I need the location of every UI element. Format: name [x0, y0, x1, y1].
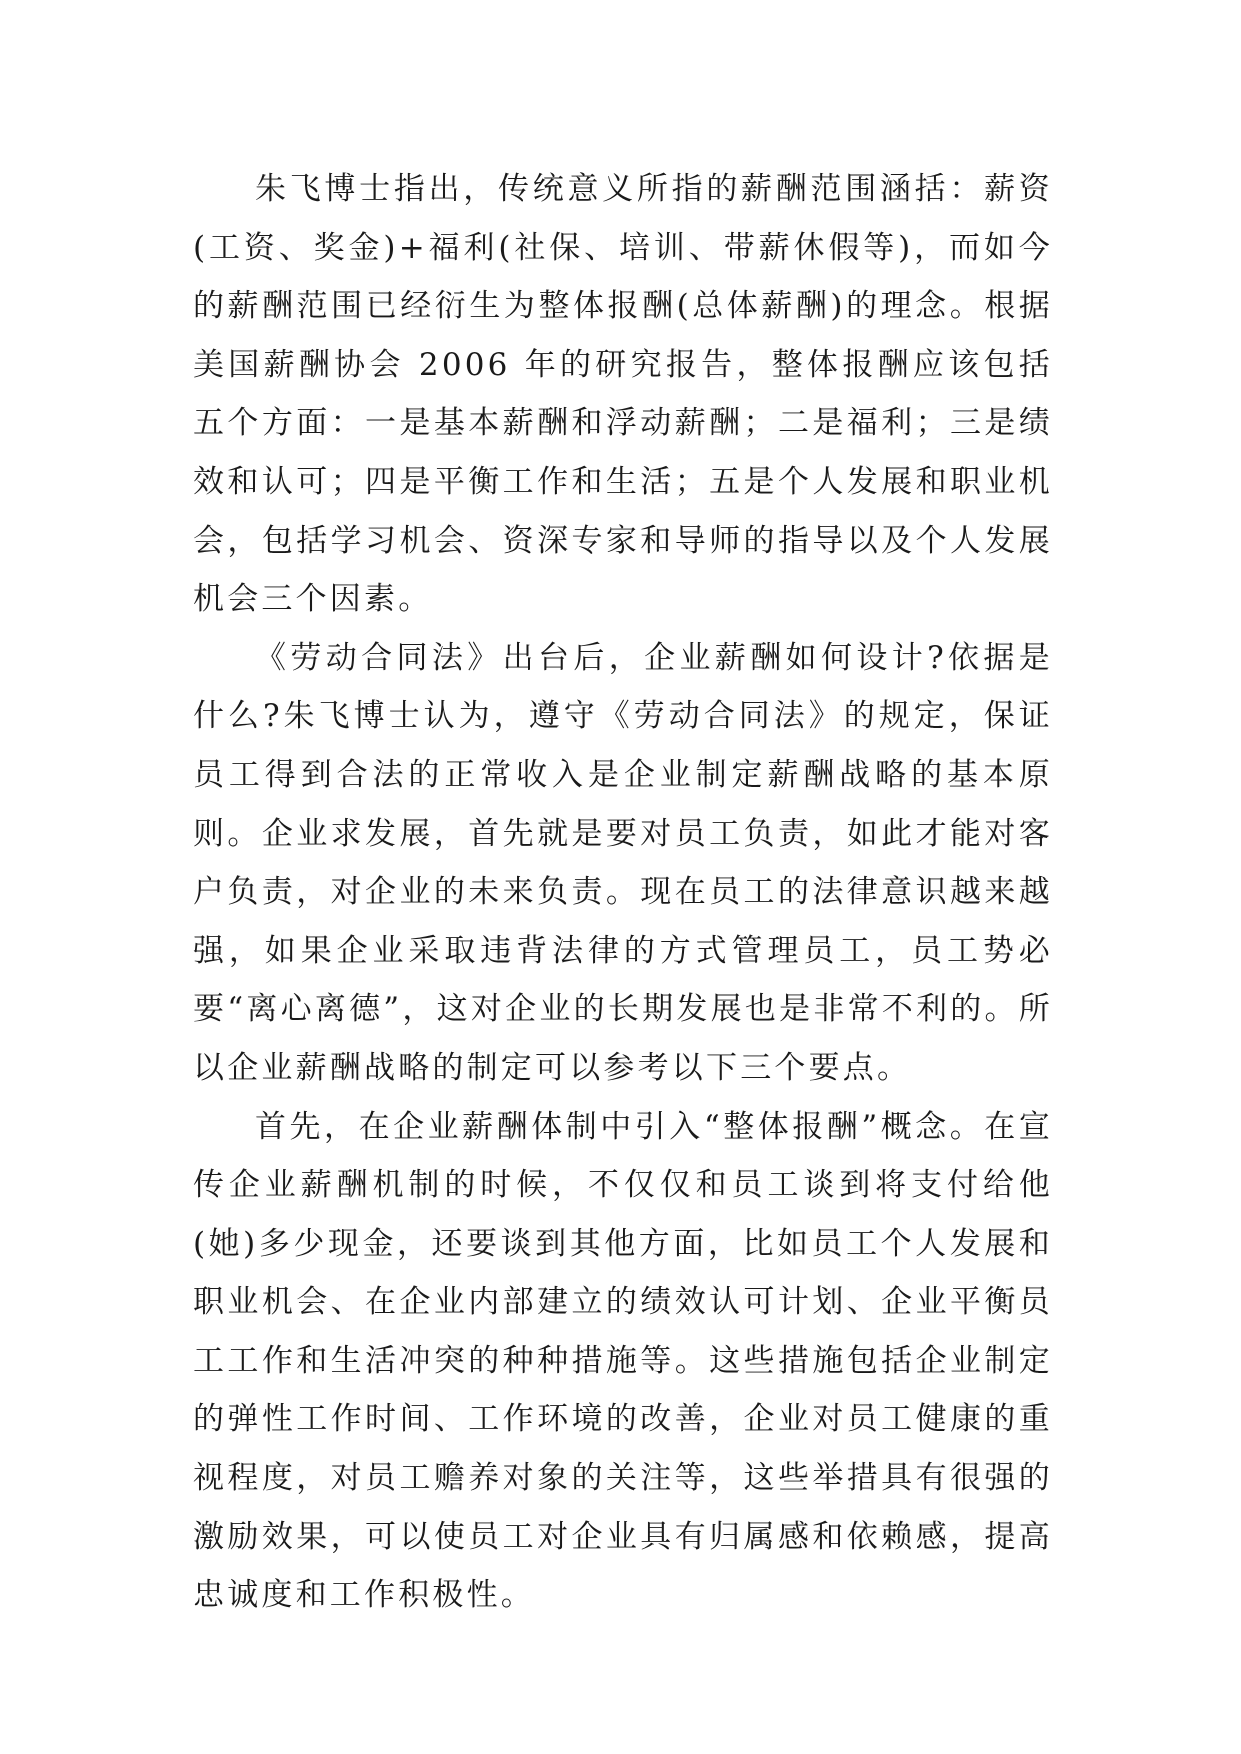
document-body — [193, 160, 1053, 1625]
paragraph-first-point: 首先，在企业薪酬体制中引入“整体报酬”概念。在宣传企业薪酬机制的时候，不仅仅和员工谈到将支付给他(她)多少现金，还要谈到其他方面，比如员工个人发展和职业机会、在企业内部建立的绩效认可计划、企业平衡员工工作和生活冲突的种种措施等。这些措施包括企业制定的弹性工作时间、工作环境的改善，企业对员工健康的重视程度，对员工赡养对象的关注等，这些举措具有很强的激励效果，可以使员工对企业具有归属感和依赖感，提高忠诚度和工作积极性。 — [193, 1108, 1053, 1614]
paragraph-total-compensation: 朱飞博士指出，传统意义所指的薪酬范围涵括：薪资(工资、奖金)+福利(社保、培训、带薪休假等)，而如今的薪酬范围已经衍生为整体报酬(总体薪酬)的理念。根据美国薪酬协会 2006 年的研究报告，整体报酬应该包括五个方面：一是基本薪酬和浮动薪酬；二是福利；三是绩效和认可；四是平衡工作和生活；五是个人发展和职业机会，包括学习机会、资深专家和导师的指导以及个人发展机会三个因素。 — [193, 171, 1053, 618]
paragraph-labor-contract-law: 《劳动合同法》出台后，企业薪酬如何设计?依据是什么?朱飞博士认为，遵守《劳动合同法》的规定，保证员工得到合法的正常收入是企业制定薪酬战略的基本原则。企业求发展，首先就是要对员工负责，如此才能对客户负责，对企业的未来负责。现在员工的法律意识越来越强，如果企业采取违背法律的方式管理员工，员工势必要“离心离德”，这对企业的长期发展也是非常不利的。所以企业薪酬战略的制定可以参考以下三个要点。 — [193, 639, 1053, 1086]
